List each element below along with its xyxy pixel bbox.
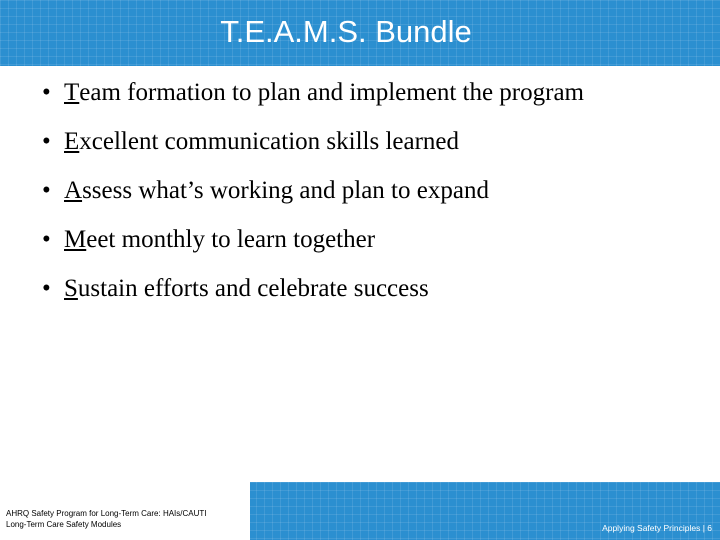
bullet-list xyxy=(42,74,584,319)
footer-source xyxy=(6,508,207,530)
bullet-initial: E xyxy=(64,128,80,155)
bullet-item-sustain xyxy=(42,270,584,319)
bullet-initial: T xyxy=(64,79,80,106)
bullet-initial: M xyxy=(64,226,87,253)
bullet-item-team xyxy=(42,74,584,123)
bullet-initial: S xyxy=(64,275,78,302)
bullet-text: ustain efforts and celebrate success xyxy=(77,275,429,302)
bullet-initial: A xyxy=(64,177,83,204)
bullet-text: xcellent communication skills learned xyxy=(79,128,460,155)
bullet-item-excellent xyxy=(42,123,584,172)
bullet-text: ssess what’s working and plan to expand xyxy=(82,177,489,204)
bullet-dot-icon: • xyxy=(42,79,51,106)
bullet-dot-icon: • xyxy=(42,177,51,204)
bullet-text: eet monthly to learn together xyxy=(86,226,376,253)
bullet-text: eam formation to plan and implement the program xyxy=(79,79,584,106)
bullet-item-meet xyxy=(42,221,584,270)
bullet-dot-icon: • xyxy=(42,275,51,302)
slide-title: T.E.A.M.S. Bundle xyxy=(220,14,472,49)
footer-program-name: AHRQ Safety Program for Long-Term Care: HAIs/CAUTI xyxy=(6,509,207,518)
bullet-dot-icon: • xyxy=(42,128,51,155)
footer-left-panel xyxy=(0,482,250,540)
bullet-dot-icon: • xyxy=(42,226,51,253)
bullet-item-assess xyxy=(42,172,584,221)
footer-page-label: Applying Safety Principles | 6 xyxy=(602,523,712,533)
footer-module-name: Long-Term Care Safety Modules xyxy=(6,520,122,529)
footer-bar xyxy=(0,482,720,540)
